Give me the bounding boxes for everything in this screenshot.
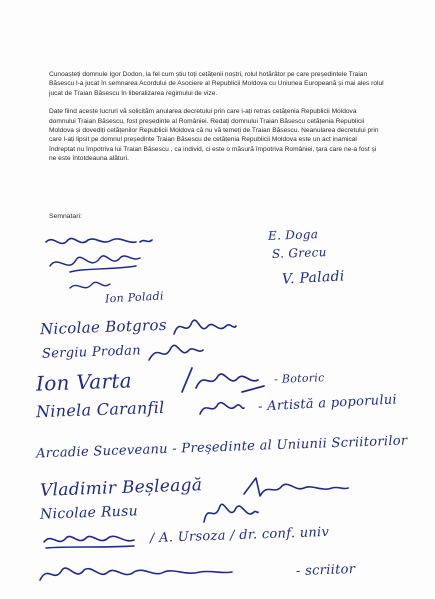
signature-name-10: Nicolae Rusu (39, 503, 139, 523)
signature-name-9: Vladimir Beșleagă (39, 475, 203, 501)
signature-name-8: Arcadie Suceveanu - Președinte al Uniunii Scriitorilor (35, 433, 408, 462)
signature-scribble-1 (40, 228, 190, 298)
signature-name-6: Ninela Caranfil (35, 397, 165, 422)
signature-scribble-9 (36, 560, 236, 588)
paragraph-2: Date fiind aceste lucruri vă solicităm anularea decretului prin care i-ați retras cetățenia Republicii Moldova domnului Traian Băsescu, fost președinte al României. Redați domnului Traian Băsescu cetățenia Republicii Moldova și dovediți cetățenilor Republicii Moldova că nu vă temeți de Traian Băsescu. Neanularea decretului prin care l-ați lipsit pe domnul președinte Traian Băsescu de cetățenia Republicii Moldova este un act inamical îndreptat nu împotriva lui Traian Băsescu , ca individ, ci este o măsură împotriva României, țara care ne-a fost și ne este întotdeauna alături. (49, 108, 379, 163)
signature-grecu: S. Grecu (271, 245, 327, 261)
signature-scribble-8 (40, 528, 140, 552)
signature-name-1: Ion Poladi (104, 289, 165, 306)
signature-paladi-v: V. Paladi (281, 268, 346, 288)
paragraph-1: Cunoașteți domnule Igor Dodon, la fel cum știu toți cetățenii noștri, rolul hotărâtor pe care președintele Traian Băsescu l-a jucat în semnarea Acordului de Asociere al Republicii Moldova cu Uniunea Europeană și mai ales rolul jucat de Traian Băsescu în liberalizarea regimului de vize. (49, 71, 384, 97)
signature-name-4: Ion Varta (35, 368, 133, 396)
signature-name-5: - Botoric (273, 371, 325, 386)
signatories-label: Semnatari: (49, 213, 82, 220)
signature-name-7: - Artistă a poporului (257, 392, 398, 415)
signature-name-2: Nicolae Botgros (39, 315, 168, 339)
signature-scribble-5 (196, 396, 246, 420)
signature-name-12: - scriitor (295, 561, 356, 580)
signature-scribble-3 (145, 340, 205, 366)
signature-doga: E. Doga (267, 227, 319, 243)
signature-scribble-2 (170, 312, 240, 342)
signature-name-3: Sergiu Prodan (41, 343, 142, 362)
signature-scribble-7 (200, 498, 260, 528)
signature-name-11: / A. Ursoza / dr. conf. univ (149, 524, 330, 547)
signature-scribble-4 (178, 364, 268, 398)
